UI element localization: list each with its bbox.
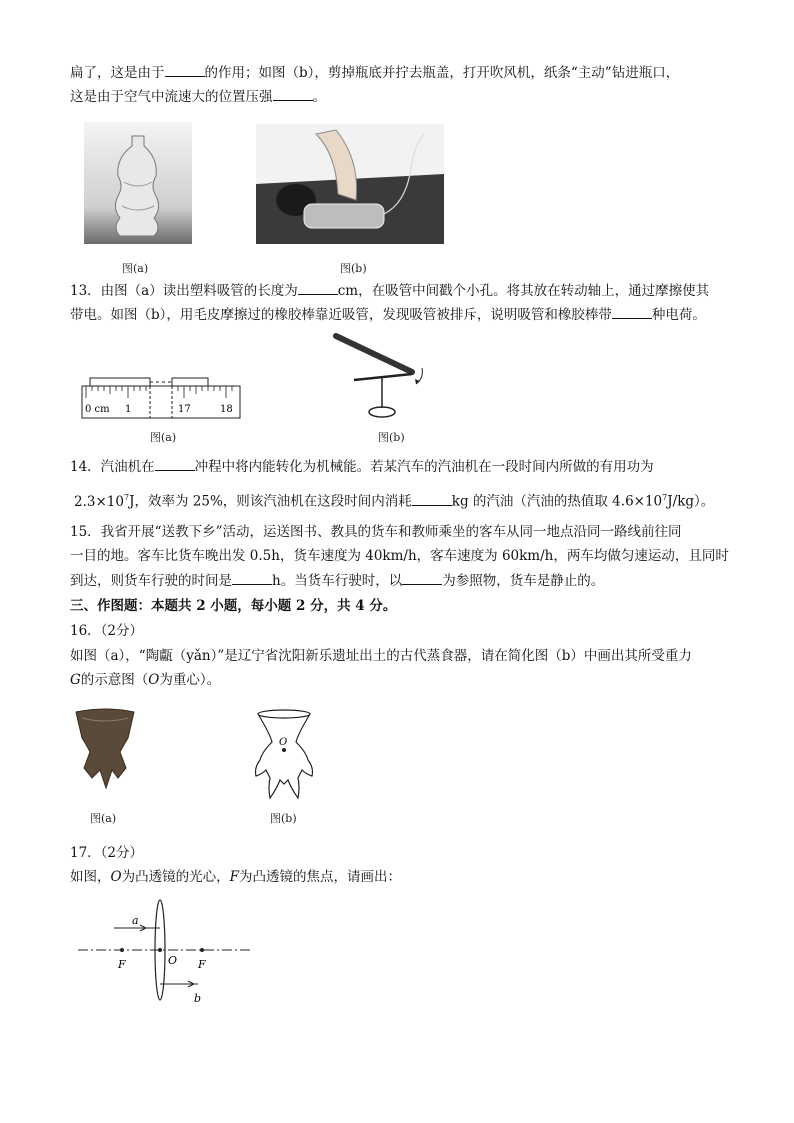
text: 为参照物，货车是静止的。 <box>442 573 605 589</box>
ruler-label-0: 0 cm <box>85 404 110 415</box>
figure-caption-a: 图(a) <box>122 262 149 275</box>
figure-caption-a: 图(a) <box>150 431 177 444</box>
ray-b-label: b <box>194 992 202 1005</box>
text: 这是由于空气中流速大的位置压强 <box>70 89 273 105</box>
answer-blank[interactable] <box>412 491 452 506</box>
q15-line-2: 一目的地。客车比货车晚出发 0.5h，货车速度为 40km/h，客车速度为 60km/h，两车均做匀速运动，且同时 <box>70 548 729 564</box>
ruler-label-18: 18 <box>220 404 233 415</box>
figure-caption-a: 图(a) <box>90 812 117 825</box>
text: 到达，则货车行驶的时间是 <box>70 573 232 589</box>
answer-blank[interactable] <box>273 86 313 101</box>
answer-blank[interactable] <box>165 62 205 77</box>
text: kg 的汽油（汽油的热值取 4.6×10 <box>451 493 663 510</box>
ruler-label-1: 1 <box>125 404 132 415</box>
q13-line-1 <box>70 280 730 302</box>
text: 带电。如图（b），用毛皮摩擦过的橡胶棒靠近吸管，发现吸管被排斥，说明吸管和橡胶棒带 <box>70 307 612 323</box>
section-heading: 三、作图题：本题共 2 小题，每小题 2 分，共 4 分。 <box>70 598 397 614</box>
text: 扁了，这是由于 <box>70 65 165 81</box>
q12-figure-a-bottle-photo <box>84 122 192 244</box>
q16-line-2 <box>70 669 730 691</box>
text: J/kg）。 <box>667 493 715 510</box>
q17-heading: 17．（2分） <box>70 845 144 861</box>
ruler-label-17: 17 <box>178 404 191 415</box>
q16-line-1: 如图（a），“陶甗（yǎn）”是辽宁省沈阳新乐遗址出土的古代蒸食器，请在简化图（b）中画出其所受重力 <box>70 648 692 664</box>
symbol-g: G <box>70 672 81 688</box>
center-of-gravity-label: O <box>279 737 288 748</box>
figure-caption-b: 图(b) <box>270 812 297 825</box>
text: 2.3×10 <box>74 493 124 510</box>
text: cm，在吸管中间戳个小孔。将其放在转动轴上，通过摩擦使其 <box>337 283 710 299</box>
symbol-o: O <box>110 869 122 885</box>
answer-blank[interactable] <box>402 570 442 585</box>
focus-right-point <box>200 948 204 952</box>
answer-blank[interactable] <box>232 570 272 585</box>
text: 。 <box>312 89 326 105</box>
q16-figure-b-pottery-outline <box>252 708 316 802</box>
text: 为凸透镜的光心， <box>121 869 230 885</box>
text: 14．汽油机在 <box>70 459 155 475</box>
ray-a-label: a <box>132 914 139 927</box>
answer-blank[interactable] <box>155 456 195 471</box>
focus-left-point <box>120 948 124 952</box>
exponent: 7 <box>123 493 130 502</box>
text: 种电荷。 <box>651 307 706 323</box>
answer-blank[interactable] <box>612 304 652 319</box>
text: 如图， <box>70 869 111 885</box>
q12-line-1 <box>70 62 730 84</box>
q15-line-3 <box>70 570 730 592</box>
text: 的示意图（ <box>80 672 149 688</box>
q13-figure-b-straw-rod <box>332 328 432 424</box>
q13-figure-a-ruler <box>80 376 248 422</box>
text: 冲程中将内能转化为机械能。若某汽车的汽油机在一段时间内所做的有用功为 <box>194 459 654 475</box>
text: 为凸透镜的焦点，请画出： <box>238 869 401 885</box>
text: 13．由图（a）读出塑料吸管的长度为 <box>70 283 298 299</box>
q14-line-1 <box>70 456 730 478</box>
focus-right-label: F <box>198 958 206 971</box>
text: 的作用；如图（b），剪掉瓶底并拧去瓶盖，打开吹风机，纸条“主动”钻进瓶口， <box>204 65 680 81</box>
q12-line-2 <box>70 86 730 108</box>
q15-line-1: 15．我省开展“送教下乡”活动，运送图书、教具的货车和教师乘坐的客车从同一地点沿同一路线前往同 <box>70 524 682 540</box>
text: J，效率为 25%，则该汽油机在这段时间内消耗 <box>129 493 412 510</box>
q13-line-2 <box>70 304 730 326</box>
text: h。当货车行驶时，以 <box>272 573 403 589</box>
exponent: 7 <box>662 493 668 502</box>
symbol-f: F <box>229 869 239 885</box>
q14-line-2 <box>70 487 730 513</box>
focus-left-label: F <box>118 958 126 971</box>
q16-heading: 16．（2分） <box>70 623 144 639</box>
q17-figure-convex-lens <box>74 898 254 1008</box>
optical-center-point <box>158 948 162 952</box>
optical-center-label: O <box>168 954 178 967</box>
q16-figure-a-pottery-photo <box>74 708 136 792</box>
symbol-o: O <box>148 672 160 688</box>
q12-figure-b-blower-photo <box>256 124 444 244</box>
figure-caption-b: 图(b) <box>340 262 367 275</box>
answer-blank[interactable] <box>298 280 338 295</box>
q17-line-1 <box>70 866 730 888</box>
figure-caption-b: 图(b) <box>378 431 405 444</box>
text: 为重心）。 <box>159 672 221 688</box>
